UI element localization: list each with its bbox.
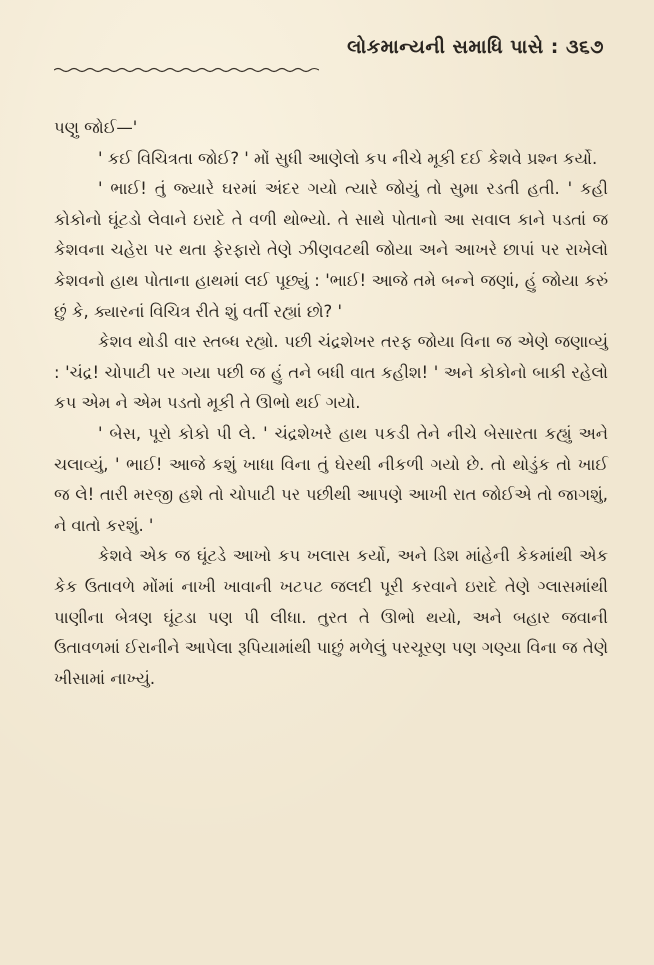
paragraph: કેશવ થોડી વાર સ્તબ્ધ રહ્યો. પછી ચંદ્રશેખર તરફ જોયા વિના જ એણે જણાવ્યું : 'ચંદ્ર! ચોપાટી પર ગયા પછી જ હું તને બધી વાત કહીશ! ' અને કોકોનો બાકી રહેલો કપ એમ ને એમ પડતો મૂકી તે ઊભો થઈ ગયો.	[54, 332, 608, 413]
paragraph: કેશવે એક જ ઘૂંટડે આખો કપ ખલાસ કર્યો, અને ડિશ માંહેની કેકમાંથી એક કેક ઉતાવળે મોંમાં નાખી ખાવાની ખટપટ જલદી પૂરી કરવાને ઇરાદે તેણે ગ્લાસમાંથી પાણીના બેત્રણ ઘૂંટડા પણ પી લીધા. તુરત તે ઊભો થયો, અને બહાર જવાની ઉતાવળમાં ઈરાનીને આપેલા રૂપિયામાંથી પાછું મળેલું પરચૂરણ પણ ગણ્યા વિના જ તેણે ખીસામાં નાખ્યું.	[54, 546, 608, 688]
header-wavy-rule	[54, 67, 319, 73]
paragraph: ' બેસ, પૂરો કોકો પી લે. ' ચંદ્રશેખરે હાથ પકડી તેને નીચે બેસારતા કહ્યું અને ચલાવ્યું, ' ભાઈ! આજે કશું ખાધા વિના તું ઘેરથી નીકળી ગયો છે. તો થોડુંક તો ખાઈ જ લે! તારી મરજી હશે તો ચોપાટી પર પછીથી આપણે આખી રાત જોઈએ તો જાગશું, ને વાતો કરશું. '	[54, 423, 608, 535]
body-text	[54, 113, 608, 694]
running-header: લોકમાન્યની સમાધિ પાસે : ૩૬૭	[347, 36, 604, 58]
paragraph: ' ભાઈ! તું જ્યારે ઘરમાં અંદર ગયો ત્યારે જોયું તો સુમા રડતી હતી. ' કહી કોકોનો ઘૂંટડો લેવાને ઇરાદે તે વળી થોભ્યો. તે સાથે પોતાનો આ સવાલ કાને પડતાં જ કેશવના ચહેરા પર થતા ફેરફારો તેણે ઝીણવટથી જોયા અને આખરે છાપાં પર રાખેલો કેશવનો હાથ પોતાના હાથમાં લઈ પૂછ્યું : 'ભાઈ! આજે તમે બન્ને જણાં, હું જોયા કરું છું કે, ક્યારનાં વિચિત્ર રીતે શું વર્તી રહ્યાં છો? '	[54, 179, 608, 321]
paragraph-fragment: પણુ જોઈ—'	[54, 118, 138, 137]
paragraph: ' કઈ વિચિત્રતા જોઈ? ' મોં સુધી આણેલો કપ નીચે મૂકી દઈ કેશવે પ્રશ્ન કર્યો.	[98, 148, 598, 168]
